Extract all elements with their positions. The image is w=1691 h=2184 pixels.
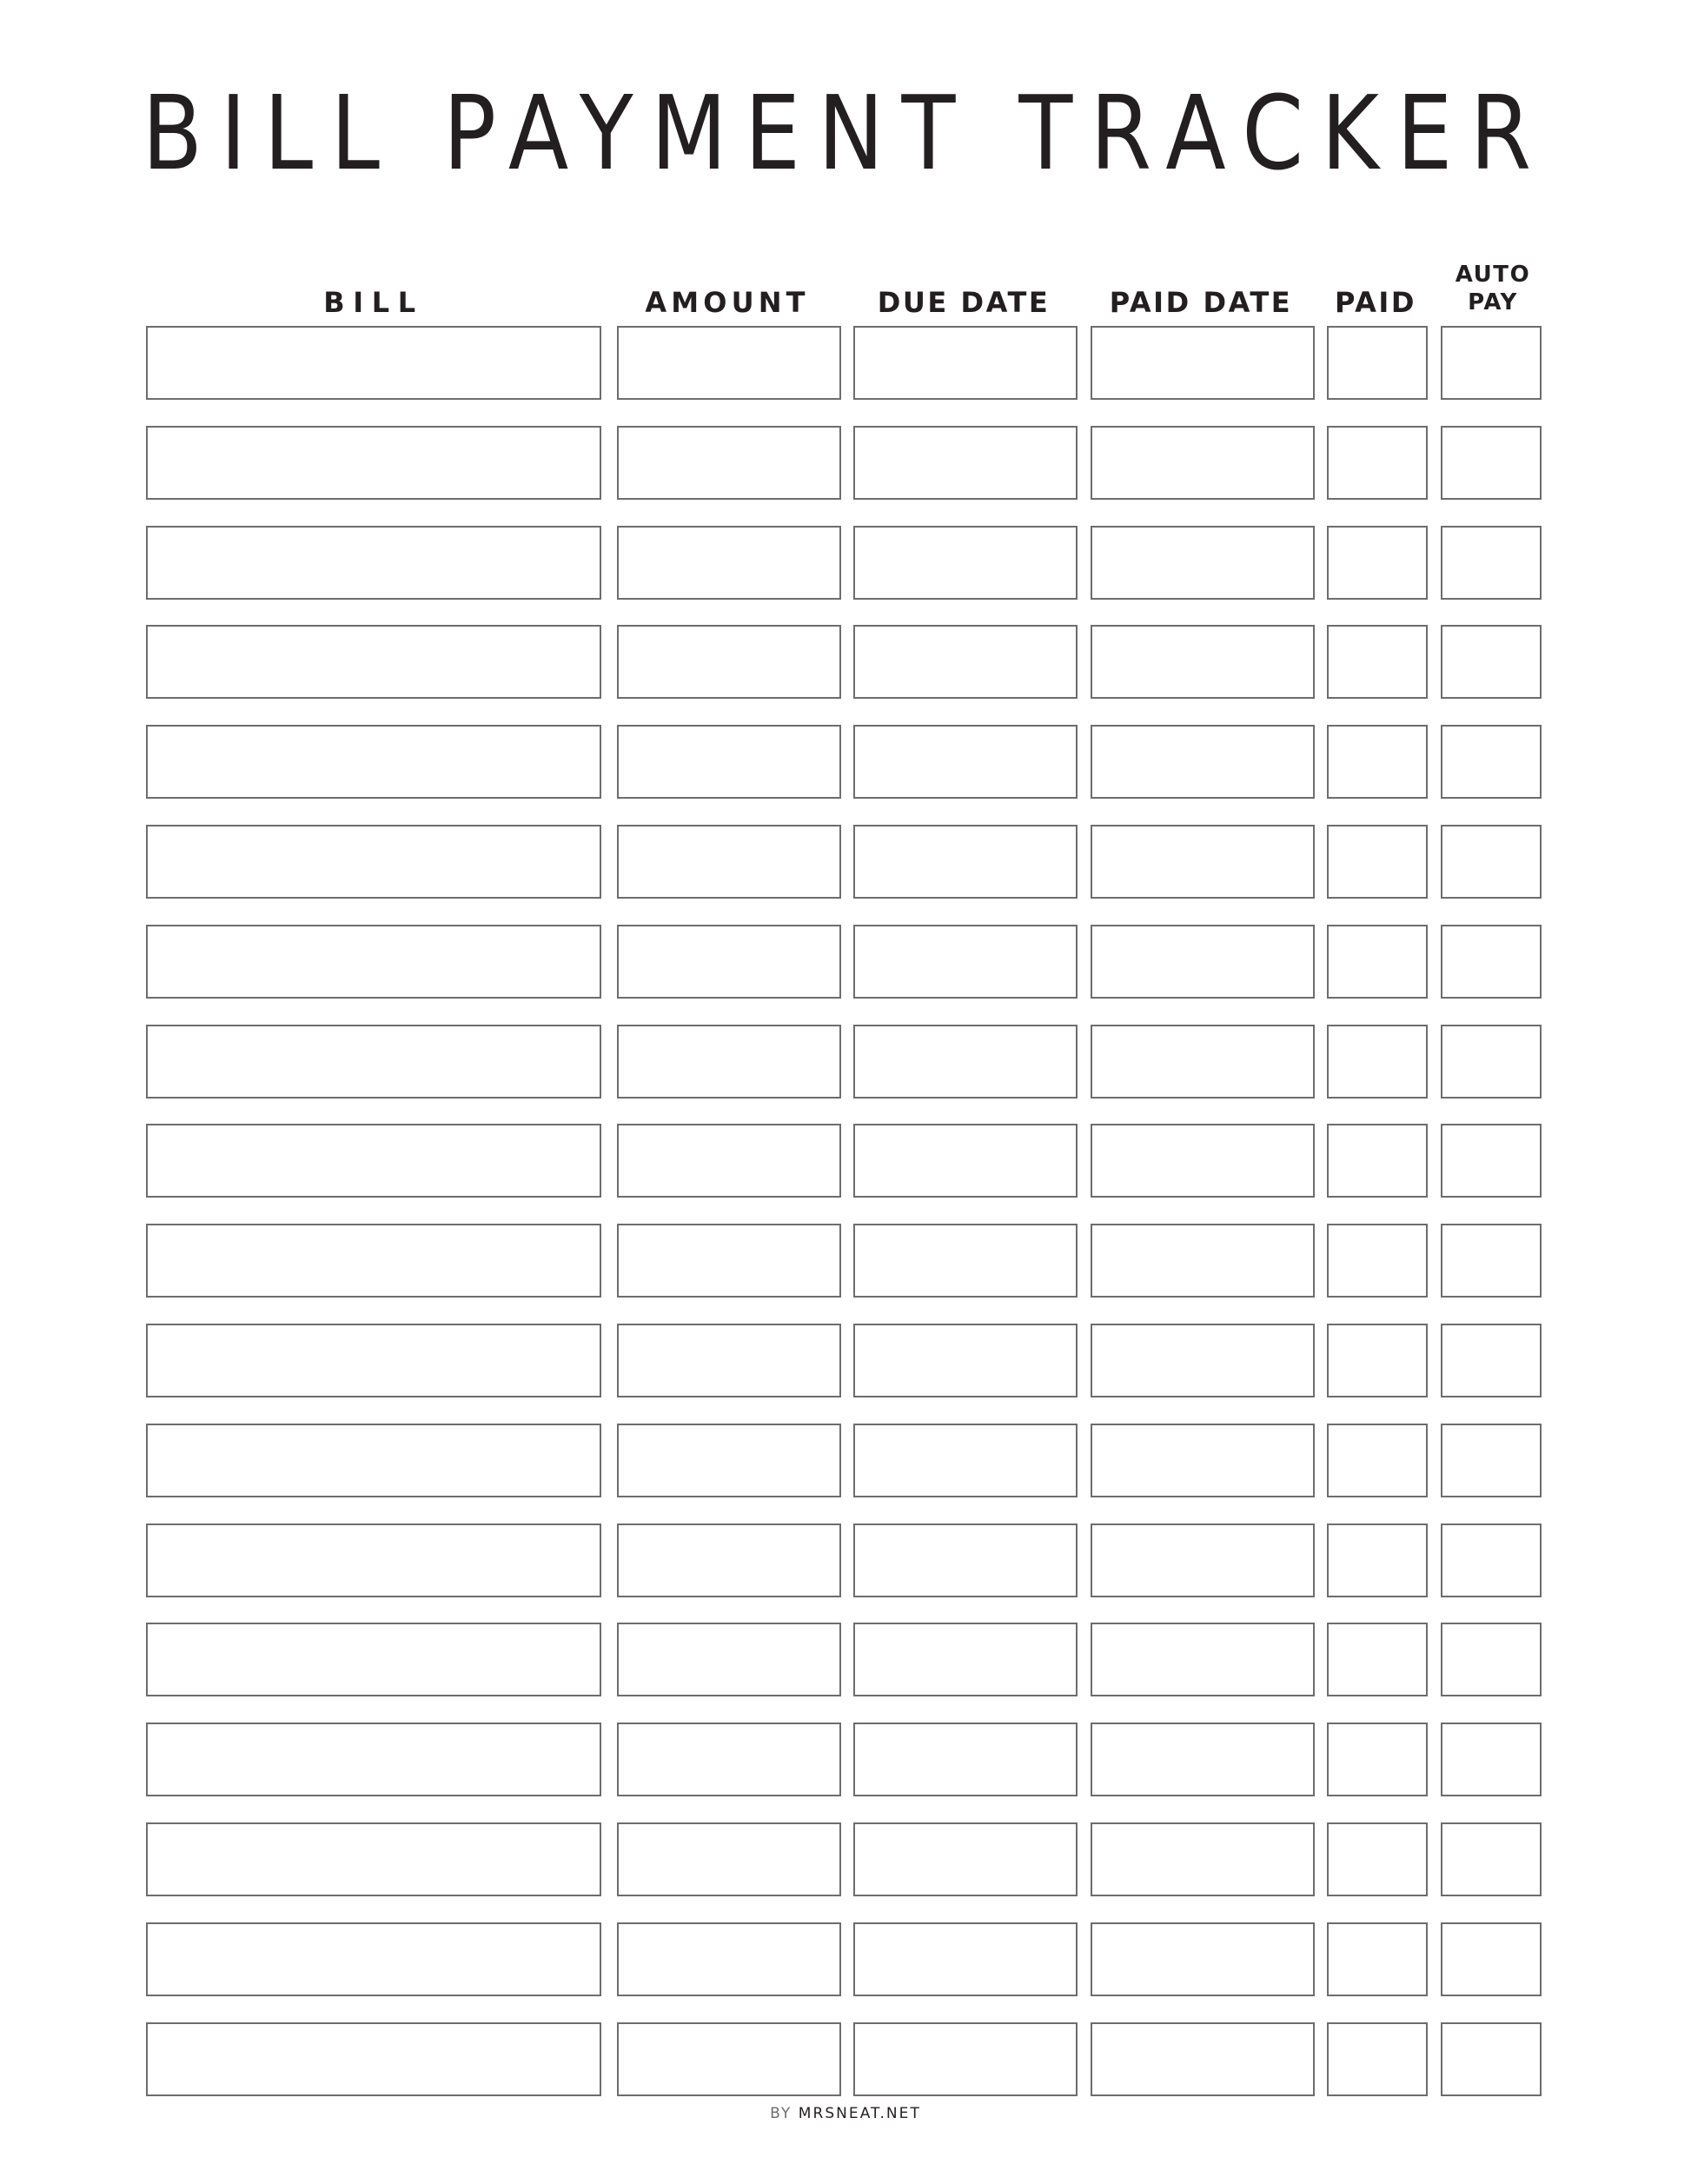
bill-cell[interactable] [146,326,601,400]
paid-cell[interactable] [1327,2022,1428,2096]
bill-cell[interactable] [146,825,601,899]
paid-cell[interactable] [1327,1723,1428,1796]
paid-date-cell[interactable] [1091,825,1315,899]
auto-pay-cell[interactable] [1441,825,1542,899]
table-row [0,825,1691,900]
due-date-cell[interactable] [853,1324,1078,1397]
due-date-cell[interactable] [853,825,1078,899]
due-date-cell[interactable] [853,1424,1078,1497]
auto-pay-cell[interactable] [1441,1822,1542,1896]
amount-cell[interactable] [617,1723,841,1796]
bill-cell[interactable] [146,625,601,699]
amount-cell[interactable] [617,625,841,699]
auto-pay-cell[interactable] [1441,925,1542,999]
amount-cell[interactable] [617,1822,841,1896]
due-date-cell[interactable] [853,1822,1078,1896]
column-header-paid: PAID [1335,286,1416,319]
auto-pay-cell[interactable] [1441,1523,1542,1597]
paid-cell[interactable] [1327,1324,1428,1397]
auto-pay-cell[interactable] [1441,1124,1542,1198]
auto-pay-cell[interactable] [1441,426,1542,500]
paid-cell[interactable] [1327,1822,1428,1896]
paid-date-cell[interactable] [1091,1324,1315,1397]
paid-date-cell[interactable] [1091,1124,1315,1198]
table-row [0,1723,1691,1798]
footer-site: MRSNEAT.NET [798,2105,921,2122]
bill-cell[interactable] [146,1822,601,1896]
auto-pay-cell[interactable] [1441,725,1542,799]
paid-cell[interactable] [1327,426,1428,500]
due-date-cell[interactable] [853,1224,1078,1298]
bill-cell[interactable] [146,725,601,799]
table-row [0,326,1691,402]
auto-pay-cell[interactable] [1441,625,1542,699]
table-row [0,1025,1691,1100]
due-date-cell[interactable] [853,1124,1078,1198]
auto-pay-cell[interactable] [1441,2022,1542,2096]
amount-cell[interactable] [617,1224,841,1298]
paid-date-cell[interactable] [1091,526,1315,600]
auto-pay-cell[interactable] [1441,1623,1542,1696]
table-row [0,725,1691,800]
paid-date-cell[interactable] [1091,1224,1315,1298]
bill-cell[interactable] [146,1124,601,1198]
footer-credit [0,2105,1691,2122]
column-header-amount: AMOUNT [645,286,810,319]
due-date-cell[interactable] [853,1623,1078,1696]
paid-date-cell[interactable] [1091,625,1315,699]
due-date-cell[interactable] [853,1723,1078,1796]
table-row [0,2022,1691,2098]
paid-date-cell[interactable] [1091,326,1315,400]
column-header-due-date: DUE DATE [877,286,1051,319]
amount-cell[interactable] [617,1523,841,1597]
footer-by: BY [770,2105,792,2122]
due-date-cell[interactable] [853,1523,1078,1597]
paid-cell[interactable] [1327,1124,1428,1198]
due-date-cell[interactable] [853,1025,1078,1099]
paid-date-cell[interactable] [1091,1723,1315,1796]
paid-date-cell[interactable] [1091,725,1315,799]
bill-cell[interactable] [146,1623,601,1696]
table-row [0,1623,1691,1698]
column-header-auto-pay [1432,261,1554,316]
auto-pay-cell[interactable] [1441,1324,1542,1397]
due-date-cell[interactable] [853,326,1078,400]
auto-pay-cell[interactable] [1441,326,1542,400]
paid-date-cell[interactable] [1091,1822,1315,1896]
paid-date-cell[interactable] [1091,1025,1315,1099]
paid-cell[interactable] [1327,1424,1428,1497]
table-row [0,925,1691,1000]
bill-cell[interactable] [146,1723,601,1796]
amount-cell[interactable] [617,1324,841,1397]
auto-pay-cell[interactable] [1441,1922,1542,1996]
bill-cell[interactable] [146,1224,601,1298]
bill-cell[interactable] [146,1523,601,1597]
amount-cell[interactable] [617,2022,841,2096]
table-row [0,625,1691,700]
bill-cell[interactable] [146,2022,601,2096]
paid-date-cell[interactable] [1091,1523,1315,1597]
due-date-cell[interactable] [853,2022,1078,2096]
table-row [0,426,1691,501]
paid-date-cell[interactable] [1091,925,1315,999]
bill-cell[interactable] [146,526,601,600]
auto-pay-cell[interactable] [1441,1025,1542,1099]
paid-cell[interactable] [1327,1922,1428,1996]
bill-cell[interactable] [146,1324,601,1397]
auto-pay-cell[interactable] [1441,1723,1542,1796]
paid-cell[interactable] [1327,625,1428,699]
table-row [0,1922,1691,1998]
paid-cell[interactable] [1327,1025,1428,1099]
paid-date-cell[interactable] [1091,1623,1315,1696]
bill-cell[interactable] [146,426,601,500]
paid-cell[interactable] [1327,526,1428,600]
amount-cell[interactable] [617,326,841,400]
paid-cell[interactable] [1327,925,1428,999]
paid-date-cell[interactable] [1091,1922,1315,1996]
paid-cell[interactable] [1327,1523,1428,1597]
paid-date-cell[interactable] [1091,2022,1315,2096]
column-header-paid-date: PAID DATE [1109,286,1293,319]
due-date-cell[interactable] [853,725,1078,799]
auto-pay-cell[interactable] [1441,1224,1542,1298]
amount-cell[interactable] [617,426,841,500]
due-date-cell[interactable] [853,1922,1078,1996]
amount-cell[interactable] [617,925,841,999]
due-date-cell[interactable] [853,925,1078,999]
paid-cell[interactable] [1327,326,1428,400]
table-header [0,261,1691,322]
amount-cell[interactable] [617,1424,841,1497]
table-row [0,1324,1691,1399]
due-date-cell[interactable] [853,426,1078,500]
paid-cell[interactable] [1327,1224,1428,1298]
paid-cell[interactable] [1327,825,1428,899]
page-title: BILL PAYMENT TRACKER [142,73,1549,193]
paid-date-cell[interactable] [1091,426,1315,500]
bill-cell[interactable] [146,1424,601,1497]
amount-cell[interactable] [617,1922,841,1996]
amount-cell[interactable] [617,1025,841,1099]
auto-pay-line2: PAY [1468,289,1518,315]
auto-pay-cell[interactable] [1441,1424,1542,1497]
table-row [0,1523,1691,1599]
due-date-cell[interactable] [853,526,1078,600]
amount-cell[interactable] [617,1124,841,1198]
amount-cell[interactable] [617,526,841,600]
table-row [0,1424,1691,1499]
paid-cell[interactable] [1327,1623,1428,1696]
table-row [0,1822,1691,1898]
table-row [0,526,1691,601]
due-date-cell[interactable] [853,625,1078,699]
table-row [0,1224,1691,1299]
bill-cell[interactable] [146,925,601,999]
table-row [0,1124,1691,1199]
amount-cell[interactable] [617,825,841,899]
auto-pay-cell[interactable] [1441,526,1542,600]
amount-cell[interactable] [617,1623,841,1696]
column-header-bill: BILL [323,286,424,319]
bill-cell[interactable] [146,1025,601,1099]
paid-cell[interactable] [1327,725,1428,799]
amount-cell[interactable] [617,725,841,799]
paid-date-cell[interactable] [1091,1424,1315,1497]
auto-pay-line1: AUTO [1455,262,1531,288]
bill-cell[interactable] [146,1922,601,1996]
